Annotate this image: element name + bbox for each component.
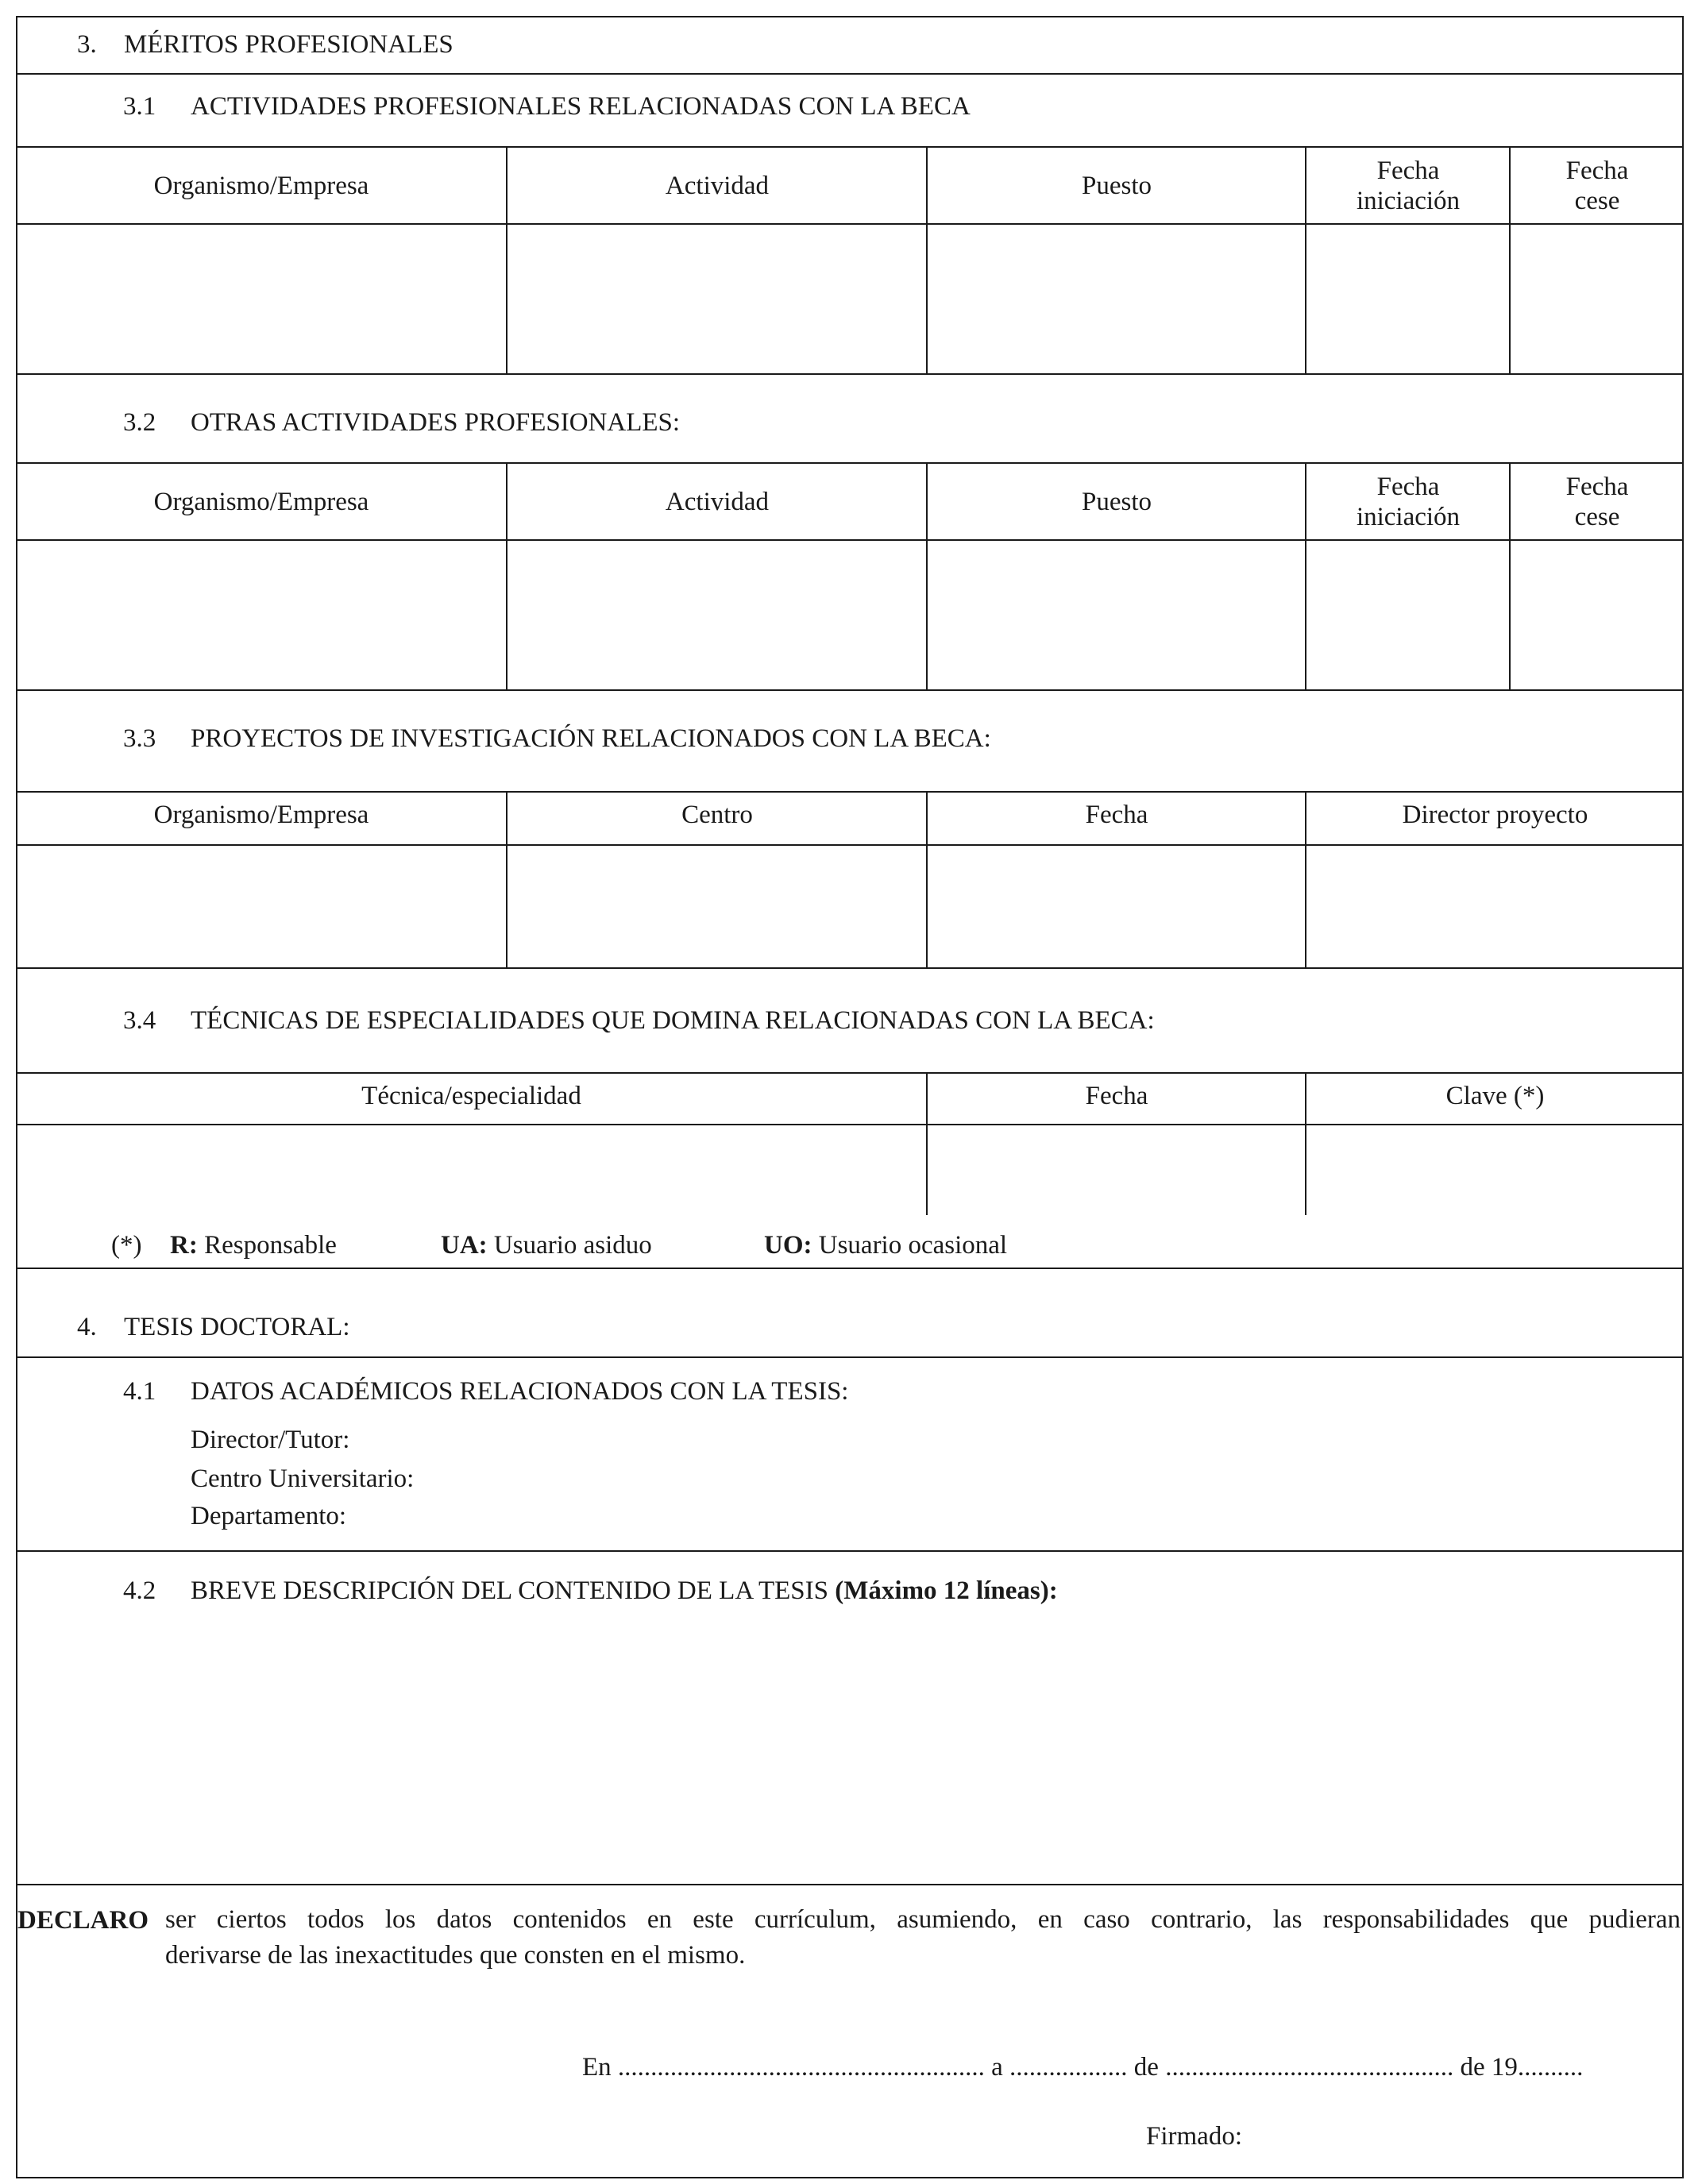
table-bottom-border [16, 373, 1684, 375]
column-divider [506, 146, 508, 373]
legend-uo [764, 1230, 1007, 1260]
section-3-1-number: 3.1 [123, 92, 156, 121]
input-cell-director-proyecto[interactable] [1307, 847, 1682, 966]
divider [16, 1356, 1684, 1358]
column-divider [926, 146, 928, 373]
header-line: Fecha [1565, 473, 1629, 501]
input-cell-fecha-cese[interactable] [1511, 542, 1682, 688]
header-row-divider [16, 1124, 1684, 1125]
header-line: Fecha [1376, 156, 1440, 185]
section-3-2-number: 3.2 [123, 408, 156, 437]
place-date-line[interactable]: En ........................................................ a .................. de ............................................ de 19.......... [582, 2053, 1584, 2082]
input-cell-centro[interactable] [508, 847, 925, 966]
header-row-divider [16, 539, 1684, 541]
input-cell-fecha-cese[interactable] [1511, 226, 1682, 372]
table-top-border [16, 791, 1684, 793]
field-centro-universitario: Centro Universitario: [191, 1464, 415, 1493]
column-divider [1509, 462, 1511, 689]
legend-r-key: R: [170, 1231, 198, 1260]
column-header-director-proyecto: Director proyecto [1402, 801, 1588, 829]
column-divider [506, 462, 508, 689]
section-3-4-title: TÉCNICAS DE ESPECIALIDADES QUE DOMINA RELACIONADAS CON LA BECA: [191, 1006, 1155, 1035]
legend-ua-key: UA: [441, 1231, 488, 1260]
column-divider [926, 791, 928, 967]
column-header-clave: Clave (*) [1445, 1082, 1545, 1110]
column-divider [926, 1072, 928, 1215]
table-top-border [16, 462, 1684, 464]
section-4-2-title-bold: (Máximo 12 líneas): [835, 1576, 1058, 1605]
section-4-2-title-text: BREVE DESCRIPCIÓN DEL CONTENIDO DE LA TESIS [191, 1576, 829, 1605]
section-3-1-title: ACTIVIDADES PROFESIONALES RELACIONADAS CON LA BECA [191, 92, 971, 121]
section-3-2-title: OTRAS ACTIVIDADES PROFESIONALES: [191, 408, 681, 437]
table-bottom-border [16, 967, 1684, 969]
section-3-4-number: 3.4 [123, 1006, 156, 1035]
column-header-centro: Centro [681, 801, 753, 829]
divider [16, 1884, 1684, 1885]
divider [16, 73, 1684, 75]
column-header-fecha-iniciacion [1306, 472, 1510, 532]
input-cell-organismo[interactable] [17, 542, 505, 688]
column-divider [1509, 146, 1511, 373]
column-header-fecha-cese [1511, 156, 1684, 216]
section-4-2-title [191, 1576, 1058, 1606]
column-divider [926, 462, 928, 689]
thesis-description-area[interactable] [17, 1616, 1682, 1878]
input-cell-puesto[interactable] [928, 542, 1304, 688]
section-4-number: 4. [77, 1313, 97, 1341]
column-divider [506, 791, 508, 967]
legend-ua-text: Usuario asiduo [493, 1231, 652, 1260]
section-4-1-number: 4.1 [123, 1377, 156, 1406]
header-line: iniciación [1356, 503, 1461, 531]
section-4-title: TESIS DOCTORAL: [124, 1313, 350, 1341]
column-header-puesto: Puesto [1081, 488, 1152, 516]
input-cell-puesto[interactable] [928, 226, 1304, 372]
declaration-line-2: derivarse de las inexactitudes que consten en el mismo. [165, 1941, 746, 1970]
section-3-number: 3. [77, 30, 97, 59]
column-header-actividad: Actividad [665, 488, 770, 516]
section-3-3-number: 3.3 [123, 724, 156, 753]
column-divider [1305, 791, 1306, 967]
input-cell-fecha-iniciacion[interactable] [1307, 542, 1508, 688]
header-line: Fecha [1565, 156, 1629, 185]
field-departamento: Departamento: [191, 1502, 347, 1530]
header-line: Fecha [1376, 473, 1440, 501]
input-cell-fecha[interactable] [928, 1126, 1304, 1214]
column-divider [1305, 462, 1306, 689]
table-bottom-border [16, 689, 1684, 691]
divider [16, 1268, 1684, 1269]
header-line: cese [1574, 503, 1620, 531]
column-header-puesto: Puesto [1081, 172, 1152, 200]
input-cell-organismo[interactable] [17, 847, 505, 966]
legend-r-text: Responsable [204, 1231, 337, 1260]
column-header-organismo: Organismo/Empresa [153, 172, 369, 200]
declaration-line-1: ser ciertos todos los datos contenidos en este currículum, asumiendo, en caso contrario, las responsabilidades que pudieran [165, 1905, 1681, 1934]
header-row-divider [16, 844, 1684, 846]
column-header-organismo: Organismo/Empresa [153, 801, 369, 829]
legend-r [170, 1230, 337, 1260]
input-cell-actividad[interactable] [508, 226, 925, 372]
input-cell-organismo[interactable] [17, 226, 505, 372]
input-cell-fecha-iniciacion[interactable] [1307, 226, 1508, 372]
column-header-tecnica: Técnica/especialidad [361, 1082, 581, 1110]
section-3-title: MÉRITOS PROFESIONALES [124, 30, 453, 59]
divider [16, 1550, 1684, 1552]
header-line: cese [1574, 187, 1620, 215]
section-4-2-number: 4.2 [123, 1576, 156, 1605]
input-cell-fecha[interactable] [928, 847, 1304, 966]
header-line: iniciación [1356, 187, 1461, 215]
legend-uo-text: Usuario ocasional [818, 1231, 1008, 1260]
column-header-fecha: Fecha [1085, 801, 1148, 829]
table-top-border [16, 1072, 1684, 1074]
column-divider [1305, 146, 1306, 373]
column-divider [1305, 1072, 1306, 1215]
declaration-keyword: DECLARO [17, 1906, 149, 1935]
column-header-fecha: Fecha [1085, 1082, 1148, 1110]
column-header-fecha-iniciacion [1306, 156, 1510, 216]
input-cell-actividad[interactable] [508, 542, 925, 688]
section-4-1-title: DATOS ACADÉMICOS RELACIONADOS CON LA TESIS: [191, 1377, 849, 1406]
signature-label: Firmado: [1146, 2122, 1242, 2151]
legend-mark: (*) [111, 1231, 142, 1260]
section-3-3-title: PROYECTOS DE INVESTIGACIÓN RELACIONADOS CON LA BECA: [191, 724, 991, 753]
column-header-fecha-cese [1511, 472, 1684, 532]
input-cell-clave[interactable] [1307, 1126, 1682, 1214]
field-director-tutor: Director/Tutor: [191, 1426, 350, 1454]
legend-uo-key: UO: [764, 1231, 812, 1260]
legend-ua [441, 1230, 652, 1260]
table-top-border [16, 146, 1684, 148]
header-row-divider [16, 223, 1684, 225]
column-header-actividad: Actividad [665, 172, 770, 200]
column-header-organismo: Organismo/Empresa [153, 488, 369, 516]
input-cell-tecnica[interactable] [17, 1126, 925, 1214]
